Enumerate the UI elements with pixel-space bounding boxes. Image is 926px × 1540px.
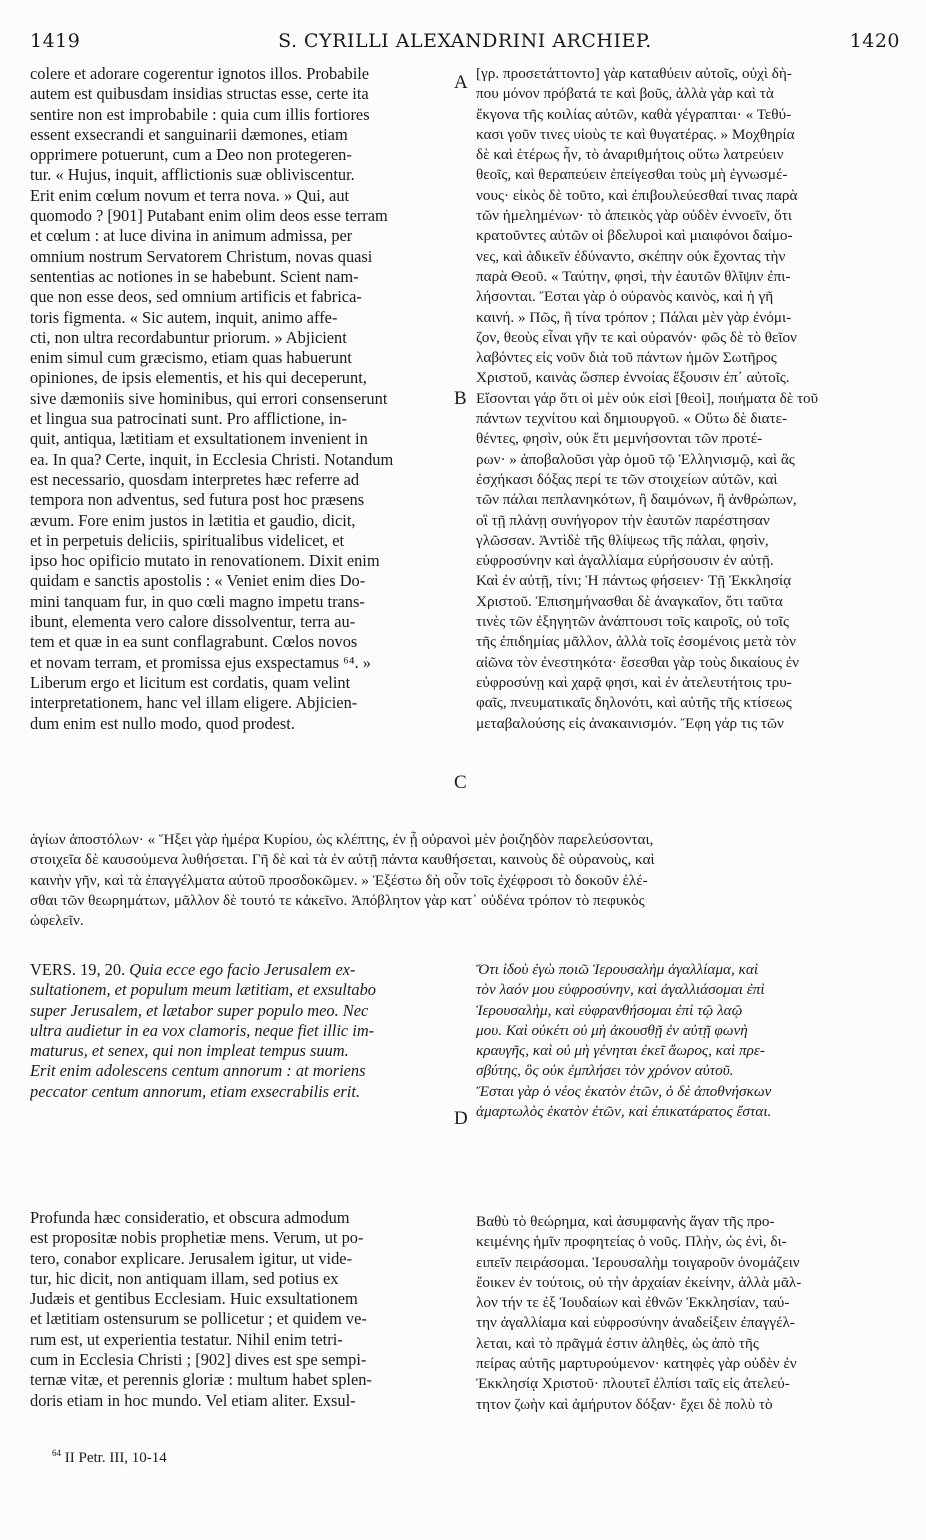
footnote-text: II Petr. III, 10-14	[61, 1450, 167, 1466]
text-line: quidam e sanctis apostolis : « Veniet enim dies Do-	[30, 571, 366, 591]
text-line: ibunt, elementa vero calore dissolventur, terra au-	[30, 612, 356, 632]
text-line: αἰῶνα τὸν ἐνεστηκότα· ἔσεσθαι γὰρ τοὺς δικαίους ἐν	[476, 653, 799, 671]
text-line: λον τήν τε ἐξ Ἰουδαίων καὶ ἐθνῶν Ἐκκλησίαν, ταύ-	[476, 1294, 790, 1312]
text-line: λεται, καὶ τὸ πρᾶγμά ἐστιν ἀληθὲς, ὡς ἀπὸ τῆς	[476, 1334, 759, 1352]
text-line: et in perpetuis deliciis, spiritualibus videlicet, et	[30, 530, 345, 550]
footnote-number: 64	[52, 1448, 61, 1458]
text-line: est necessario, quosdam interpretes hæc referre ad	[30, 469, 360, 489]
greek-verse-block	[476, 960, 902, 1122]
text-line: tur. « Hujus, inquit, afflictionis suæ obliviscentur.	[30, 165, 355, 185]
text-line: tur, hic dicit, non antiquam illam, sed potius ex	[30, 1268, 339, 1288]
text-line: θεοῖς, καὶ θεραπεύειν ἐπείγεσθαι τοὺς μὴ ἐγνωσμέ-	[476, 166, 788, 184]
margin-marker-b: B	[454, 388, 467, 409]
text-line: που μόνον πρόβατά τε καὶ βοῦς, ἀλλὰ γὰρ καὶ τὰ	[476, 85, 774, 103]
text-line: maturus, et senex, qui non impleat tempus suum.	[30, 1041, 349, 1061]
text-line: Ὅτι ἰδοὺ ἐγὼ ποιῶ Ἱερουσαλὴμ ἀγαλλίαμα, καὶ	[476, 961, 759, 978]
text-line: μεταβαλούσης εἰς ἀνακαινισμόν. Ἔφη γάρ τις τῶν	[476, 714, 784, 732]
text-line: que non esse deos, sed omnium artificis et fabrica-	[30, 287, 362, 307]
text-line: ὠφελεῖν.	[30, 912, 84, 930]
text-line: ἐσχήκασι δόξας περί τε τῶν στοιχείων αὐτῶν, καὶ	[476, 470, 778, 488]
text-line: εὐφροσύνῃ καὶ χαρᾷ φησι, καὶ ἐν ἀτελευτήτοις τρυ-	[476, 673, 792, 691]
right-page-number: 1420	[849, 30, 900, 52]
text-line: et lingua sua patrocinati sunt. Pro afflictione, in-	[30, 409, 347, 429]
page-header	[30, 30, 900, 58]
text-line: omnium nostrum Servatorem Christum, novas quasi	[30, 246, 373, 266]
text-line: enim simul cum græcismo, etiam quas habuerunt	[30, 348, 352, 368]
text-line: την ἀγαλλίαμα καὶ εὐφροσύνην ἀναδείξειν ἐπαγγέλ-	[476, 1314, 795, 1332]
latin-commentary	[30, 1208, 452, 1411]
text-line: τῶν πάλαι πεπλανηκότων, ἢ δαιμόνων, ἢ ἀνθρώπων,	[476, 491, 797, 509]
text-line: λήσονται. Ἔσται γὰρ ὁ οὐρανὸς καινὸς, καὶ ἡ γῆ	[476, 288, 774, 306]
margin-marker-d: D	[454, 1108, 468, 1129]
text-line: οἳ τῇ πλάνῃ συνήγορον τὴν ἑαυτῶν παρέστησαν	[476, 511, 770, 529]
text-line: θέντες, φησὶν, οὐκ ἔτι μεμνήσονται τῶν προτέ-	[476, 430, 763, 448]
text-line: mini tanquam fur, in quo cœli magno impetu trans-	[30, 591, 365, 611]
text-line: [γρ. προσετάττοντο] γὰρ καταθύειν αὐτοῖς, οὐχὶ δὴ-	[476, 65, 792, 82]
text-line: opiniones, de ipsis elementis, et his qui deceperunt,	[30, 368, 367, 388]
text-line: ἔοικεν ἐν τούτοις, οὐ τὴν ἀρχαίαν ἐκείνην, ἀλλὰ μᾶλ-	[476, 1273, 802, 1291]
text-line: νες, καὶ ἀδικεῖν ἐδύναντο, σκέπην οὐκ ἔχοντας τὴν	[476, 247, 786, 265]
footnote	[52, 1448, 167, 1467]
text-line: καινή. » Πῶς, ἢ τίνα τρόπον ; Πάλαι μὲν γὰρ ἐνόμι-	[476, 308, 792, 326]
text-line: κραυγῆς, καὶ οὐ μὴ γένηται ἐκεῖ ἄωρος, καὶ πρε-	[476, 1042, 765, 1060]
text-line: Ἐκκλησίᾳ Χριστοῦ· πλουτεῖ ἐλπίσι ταῖς εἰς ἀτελεύ-	[476, 1375, 790, 1393]
running-title: S. CYRILLI ALEXANDRINI ARCHIEP.	[278, 30, 652, 52]
text-line: autem est quibusdam insidias structas esse, certe ita	[30, 84, 369, 104]
text-line: λαβόντες εἰς νοῦν διὰ τοῦ πάντων ἡμῶν Σωτῆρος	[476, 349, 777, 367]
text-line: ternæ vitæ, et perennis gloriæ : multum habet splen-	[30, 1370, 372, 1390]
text-line: quit, antiqua, lætitiam et exsultationem invenient in	[30, 429, 368, 449]
text-line: tem et quæ in ea sunt conflagrabunt. Cœlos novos	[30, 632, 358, 652]
text-line: τὸν λαόν μου εὐφροσύνην, καὶ ἀγαλλιάσομαι ἐπὶ	[476, 981, 765, 999]
text-line: ἁγίων ἀποστόλων· « Ἥξει γὰρ ἡμέρα Κυρίου, ὡς κλέπτης, ἐν ᾗ οὐρανοὶ μὲν ῥοιζηδὸν παρελεύσονται,	[30, 831, 654, 848]
text-line: sententias ac notiones in se habebunt. Scient nam-	[30, 266, 359, 286]
text-line: μου. Καὶ οὐκέτι οὐ μὴ ἀκουσθῇ ἐν αὐτῇ φωνὴ	[476, 1021, 748, 1039]
latin-column-top	[30, 64, 452, 734]
margin-marker-a: A	[454, 72, 468, 93]
text-line: σθαι τῶν θεωρημάτων, μᾶλλον δὲ τουτό τε κἀκεῖνο. Ἀπόβλητον γὰρ κατ᾽ οὐδένα τρόπον τὸ πεφυκὸς	[30, 891, 645, 909]
text-line: essent exsecrandi et sanguinarii dæmones, etiam	[30, 124, 348, 144]
text-line: εὐφροσύνην καὶ ἀγαλλίαμα εὑρήσουσιν ἐν αὐτῇ.	[476, 552, 774, 570]
greek-commentary	[476, 1212, 902, 1415]
text-line: rum est, ut experientia testatur. Nihil enim tetri-	[30, 1329, 343, 1349]
text-line: τῶν ἠμελημένων· τὸ ἀπεικὸς γὰρ οὐδὲν ἐννοεῖν, ὅτι	[476, 207, 792, 225]
text-line: τῆς ἐπιδημίας μᾶλλον, ἀλλὰ τοῖς ἐσομένοις μετὰ τὸν	[476, 633, 796, 651]
text-line: cti, non ultra recordabuntur priorum. » Abjicient	[30, 327, 347, 347]
text-line: Χριστοῦ. Ἐπισημήνασθαι δὲ ἀναγκαῖον, ὅτι ταῦτα	[476, 592, 783, 610]
text-line: τητον ζωὴν καὶ ἀμήρυτον δόξαν· ἔχει δὲ πολὺ τὸ	[476, 1395, 773, 1413]
text-line: πάντων τεχνίτου καὶ δημιουργοῦ. « Οὕτω δὲ διατε-	[476, 410, 788, 428]
text-line: est propositæ nobis prophetiæ mens. Verum, ut po-	[30, 1228, 364, 1248]
latin-verse-block	[30, 960, 452, 1102]
text-line-content: Quia ecce ego facio Jerusalem ex-	[125, 960, 356, 979]
text-line: γλῶσσαν. Ἀντὶδὲ τῆς θλίψεως τῆς πάλαι, φησὶν,	[476, 531, 769, 549]
text-line: Ἱερουσαλὴμ, καὶ εὐφρανθήσομαι ἐπὶ τῷ λαῷ	[476, 1001, 743, 1019]
text-line: κασι γοῦν τινες υἱοὺς τε καὶ θυγατέρας. » Μοχθηρία	[476, 125, 795, 143]
text-line: δὲ καὶ ἑτέρως ἦν, τὸ ἀναριθμήτοις οὕτω λατρεύειν	[476, 146, 784, 164]
text-line: sive dæmoniis sive hominibus, qui errori consenserunt	[30, 388, 388, 408]
text-line: καινὴν γῆν, καὶ τὰ ἐπαγγέλματα αὐτοῦ προσδοκῶμεν. » Ἐξέστω δὴ οὖν τοῖς ἐχέφροσι τὸ δοκοῦν ἑλέ-	[30, 871, 648, 889]
text-line: tempora non adventus, sed futura post hoc præsens	[30, 490, 365, 510]
text-line: ea. In qua? Certe, inquit, in Ecclesia Christi. Notandum	[30, 449, 394, 469]
text-line: Liberum ergo et licitum est cordatis, quam velint	[30, 672, 351, 692]
text-line: et lætitiam ostensurum se pollicetur ; et quidem ve-	[30, 1309, 367, 1329]
verse-label: VERS. 19, 20.	[30, 960, 126, 979]
text-line: Erit enim adolescens centum annorum : at moriens	[30, 1061, 366, 1081]
text-line: ρων· » ἀποβαλοῦσι γὰρ ὁμοῦ τῷ Ἑλληνισμῷ, καὶ ἃς	[476, 450, 795, 468]
text-line: et novam terram, et promissa ejus exspectamus ⁶⁴. »	[30, 652, 371, 672]
text-line: et cœlum : at luce divina in animum admissa, per	[30, 226, 353, 246]
text-line: sentire non est improbabile : quia cum illis fortiores	[30, 104, 370, 124]
text-line: ævum. Fore enim justos in lætitia et gaudio, dicit,	[30, 510, 356, 530]
text-line: doris etiam in hoc mundo. Vel etiam aliter. Exsul-	[30, 1390, 356, 1410]
greek-column-top	[476, 64, 902, 734]
text-line: Χριστοῦ, καινὰς ὥσπερ ἐννοίας ἕξουσιν ἐπ᾽ αὐτοῖς.	[476, 369, 790, 387]
greek-full-width-block	[30, 830, 902, 931]
text-line: peccator centum annorum, etiam exsecrabilis erit.	[30, 1081, 361, 1101]
text-line: ειπεῖν πειράσομαι. Ἱερουσαλὴμ τοιγαροῦν ὀνομάζειν	[476, 1253, 800, 1271]
text-line: Judæis et gentibus Ecclesiam. Huic exsultationem	[30, 1289, 358, 1309]
text-line: Βαθὺ τὸ θεώρημα, καὶ ἀσυμφανὴς ἄγαν τῆς προ-	[476, 1213, 775, 1230]
text-line: κρατοῦντες αὐτῶν οἱ βδελυροὶ καὶ μιαιφόνοι δαίμο-	[476, 227, 793, 245]
text-line: ἔκγονα τῆς κοιλίας αὐτῶν, καθὰ γέγραπται· « Τεθύ-	[476, 105, 792, 123]
text-line	[30, 960, 452, 980]
text-line: παρὰ Θεοῦ. « Ταύτην, φησὶ, τὴν ἑαυτῶν θλῖψιν ἐπι-	[476, 267, 791, 285]
text-line: Profunda hæc consideratio, et obscura admodum	[30, 1208, 350, 1227]
margin-marker-c: C	[454, 772, 467, 793]
text-line: τινὲς τῶν ἐξηγητῶν ἀνάπτουσι τοῖς καιροῖς, οὐ τοῖς	[476, 613, 789, 631]
text-line: quomodo ? [901] Putabant enim olim deos esse terram	[30, 206, 388, 226]
text-line: toris figmenta. « Sic autem, inquit, animo affe-	[30, 307, 338, 327]
text-line: sultationem, et populum meum lætitiam, et exsultabo	[30, 980, 376, 1000]
text-line: πείρας αὐτῆς μαρτυρούμενον· κατηφὲς γὰρ οὐδὲν ἐν	[476, 1355, 797, 1373]
text-line: σβύτης, ὃς οὐκ ἐμπλήσει τὸν χρόνον αὐτοῦ.	[476, 1062, 734, 1080]
text-line: tero, conabor explicare. Jerusalem igitur, ut vide-	[30, 1248, 353, 1268]
text-line: interpretationem, hanc vel illam eligere. Abjicien-	[30, 693, 358, 713]
text-line: cum in Ecclesia Christi ; [902] dives est spe sempi-	[30, 1350, 367, 1370]
text-line: opprimere potuerunt, cum a Deo non protegeren-	[30, 145, 352, 165]
text-line: φαῖς, πνευματικαῖς δηλονότι, καὶ αὐτῆς τῆς κτίσεως	[476, 694, 792, 712]
text-line: ultra audietur in ea vox clamoris, neque fiet illic im-	[30, 1020, 375, 1040]
text-line: ἁμαρτωλὸς ἑκατὸν ἐτῶν, καὶ ἐπικατάρατος ἔσται.	[476, 1103, 772, 1121]
text-line: ζον, θεοὺς εἶναι γῆν τε καὶ οὐρανόν· φῶς δὲ τὸ θεῖον	[476, 328, 797, 346]
text-line: Καὶ ἐν αὐτῇ, τίνι; Ἡ πάντως φήσειεν· Τῇ Ἐκκλησίᾳ	[476, 572, 792, 590]
text-line: κειμένης ἡμῖν προφητείας ὁ νοῦς. Πλὴν, ὡς ἐνὶ, δι-	[476, 1233, 787, 1251]
text-line: dum enim est nullo modo, quod prodest.	[30, 713, 295, 733]
text-line: Ἔσται γὰρ ὁ νέος ἑκατὸν ἐτῶν, ὁ δὲ ἀποθνήσκων	[476, 1082, 772, 1100]
text-line: colere et adorare cogerentur ignotos illos. Probabile	[30, 64, 370, 83]
text-line: νους· εἰκὸς δὲ τοῦτο, καὶ ἐπιβουλεύεσθαί τινας παρὰ	[476, 186, 798, 204]
text-line: Εἴσονται γάρ ὅτι οἱ μὲν οὐκ εἰσὶ [θεοὶ], ποιήματα δὲ τοῦ	[476, 389, 819, 407]
left-page-number: 1419	[30, 30, 81, 52]
text-line: Erit enim cœlum novum et terra nova. » Qui, aut	[30, 185, 350, 205]
text-line: στοιχεῖα δὲ καυσούμενα λυθήσεται. Γῆ δὲ καὶ τὰ ἐν αὐτῇ πάντα καυθήσεται, καινοὺς δὲ οὐρανοὺς, καὶ	[30, 851, 655, 869]
text-line: ipso hoc opificio mutato in renovationem. Dixit enim	[30, 551, 380, 571]
text-line: super Jerusalem, et lætabor super populo meo. Nec	[30, 1000, 369, 1020]
